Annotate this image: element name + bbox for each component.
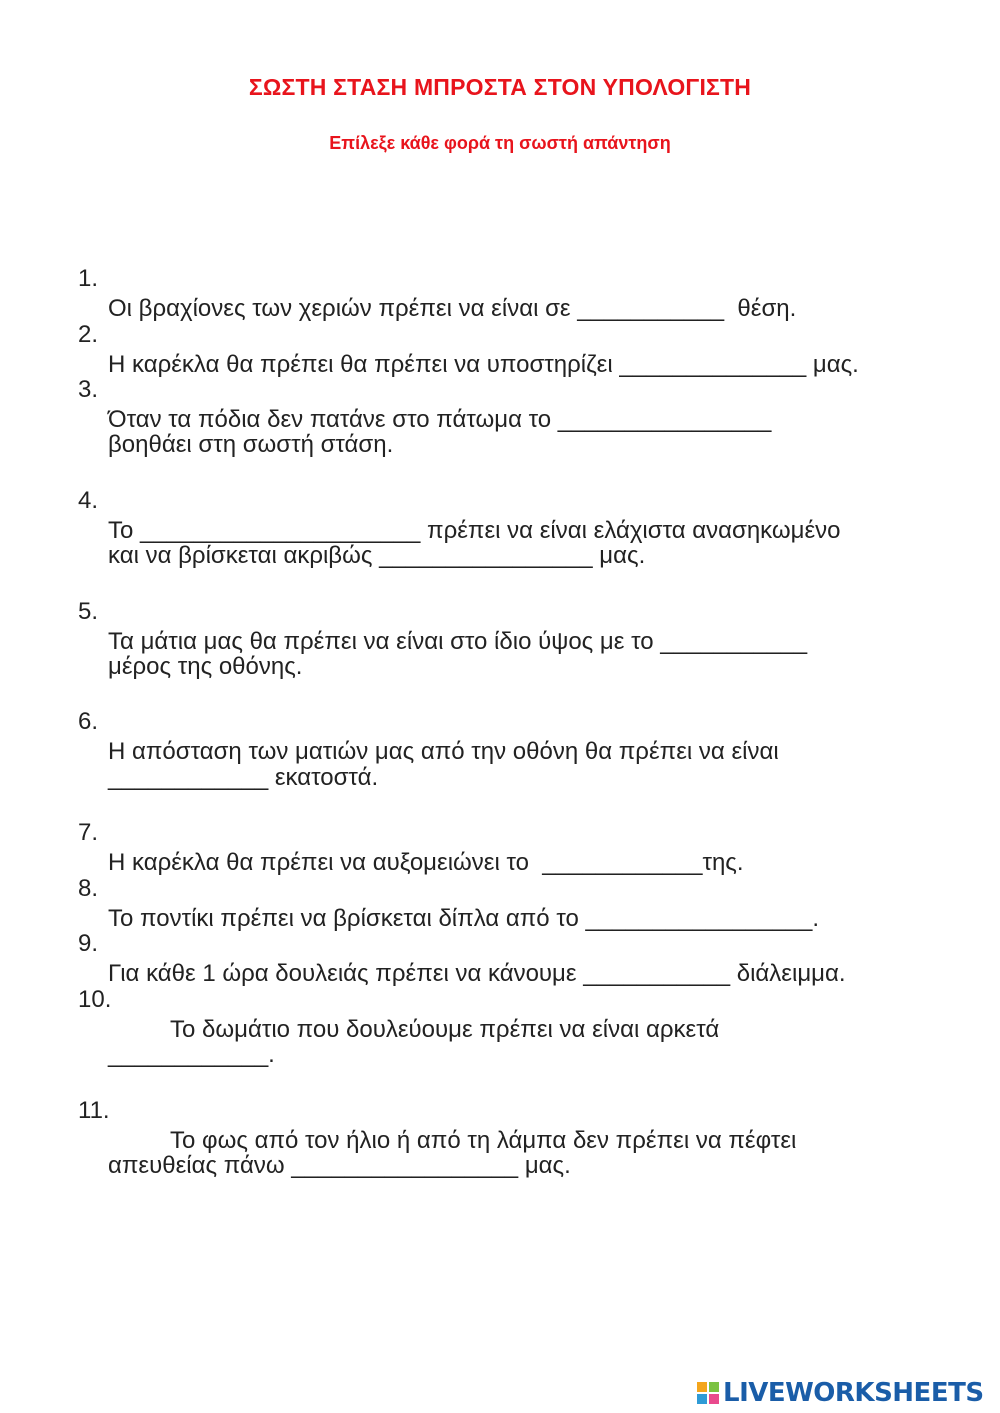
- liveworksheets-logo: [697, 1378, 984, 1408]
- question-text[interactable]: ____________.: [108, 1041, 275, 1068]
- question-number: 1.: [78, 265, 99, 292]
- question-number: 2.: [78, 321, 99, 348]
- question-number: 4.: [78, 487, 99, 514]
- question-text[interactable]: Η καρέκλα θα πρέπει θα πρέπει να υποστηρίζει ______________ μας.: [108, 351, 859, 378]
- question-text[interactable]: ____________ εκατοστά.: [108, 764, 379, 791]
- question-3-continued: [0, 400, 394, 460]
- question-text[interactable]: Τα μάτια μας θα πρέπει να είναι στο ίδιο ύψος με το ___________: [108, 628, 808, 655]
- question-number: 6.: [78, 708, 99, 735]
- question-6-continued: [0, 733, 379, 793]
- question-text: μέρος της οθόνης.: [108, 653, 303, 680]
- question-10-continued: [0, 1010, 275, 1070]
- question-number: 5.: [78, 598, 99, 625]
- logo-grid-icon: [697, 1382, 719, 1404]
- question-number: 3.: [78, 376, 99, 403]
- question-text: Το φως από τον ήλιο ή από τη λάμπα δεν πρέπει να πέφτει: [170, 1127, 797, 1154]
- question-text: Το δωμάτιο που δουλεύουμε πρέπει να είναι αρκετά: [170, 1016, 720, 1043]
- question-number: 8.: [78, 875, 99, 902]
- question-text[interactable]: Οι βραχίονες των χεριών πρέπει να είναι σε ___________ θέση.: [108, 295, 797, 322]
- question-text: Η απόσταση των ματιών μας από την οθόνη θα πρέπει να είναι: [108, 738, 779, 765]
- question-text[interactable]: και να βρίσκεται ακριβώς ________________ μας.: [108, 542, 646, 569]
- brand-name: LIVEWORKSHEETS: [723, 1378, 984, 1408]
- question-text[interactable]: Η καρέκλα θα πρέπει να αυξομειώνει το ____________της.: [108, 849, 744, 876]
- question-text: βοηθάει στη σωστή στάση.: [108, 431, 394, 458]
- question-text[interactable]: Το ποντίκι πρέπει να βρίσκεται δίπλα από το _________________.: [108, 905, 820, 932]
- question-number: 9.: [78, 930, 99, 957]
- question-text[interactable]: Το _____________________ πρέπει να είναι ελάχιστα ανασηκωμένο: [108, 517, 841, 544]
- question-5-continued: [0, 622, 303, 682]
- question-text[interactable]: Όταν τα πόδια δεν πατάνε στο πάτωμα το ________________: [108, 406, 772, 433]
- question-text[interactable]: απευθείας πάνω _________________ μας.: [108, 1152, 571, 1179]
- question-number: 11.: [78, 1097, 110, 1124]
- worksheet-title: ΣΩΣΤΗ ΣΤΑΣΗ ΜΠΡΟΣΤΑ ΣΤΟΝ ΥΠΟΛΟΓΙΣΤΗ: [248, 74, 752, 100]
- question-text[interactable]: Για κάθε 1 ώρα δουλειάς πρέπει να κάνουμε ___________ διάλειμμα.: [108, 960, 846, 987]
- question-number: 7.: [78, 819, 99, 846]
- worksheet-instructions: Επίλεξε κάθε φορά τη σωστή απάντηση: [329, 133, 671, 153]
- question-number: 10.: [78, 986, 112, 1013]
